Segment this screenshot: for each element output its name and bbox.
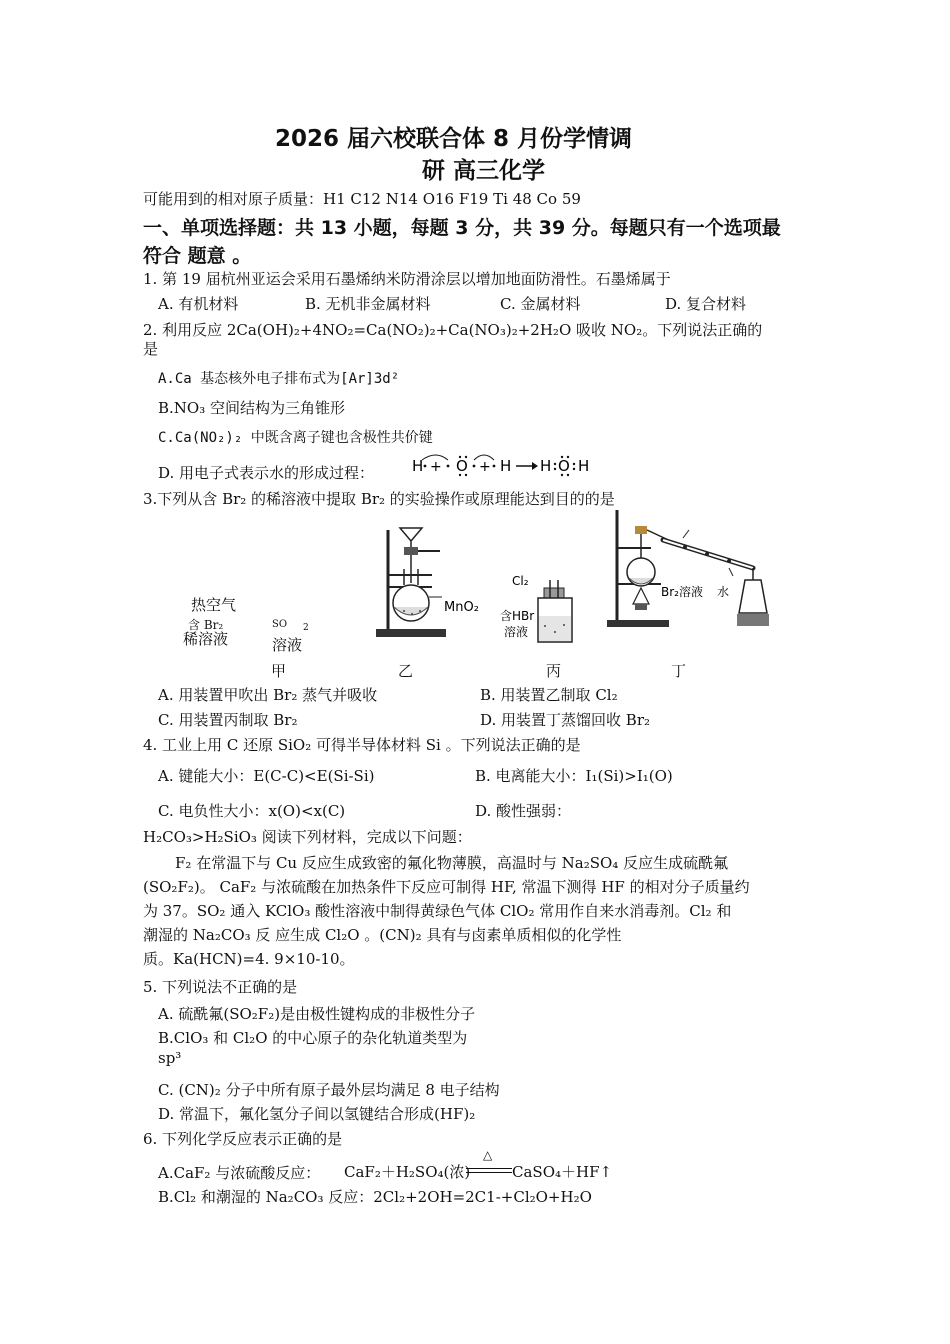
q4-tail: H₂CO₃>H₂SiO₃ 阅读下列材料，完成以下问题： [143,828,472,846]
q3-stem: 3.下列从含 Br₂ 的稀溶液中提取 Br₂ 的实验操作或原理能达到目的的是 [143,490,615,508]
fig-hot-air: 热空气 [191,596,237,614]
fig-so2-small: SO [272,619,288,630]
svg-text:+: + [430,459,442,475]
fig-hbr-line1: 含HBr [500,609,535,623]
q5-option-a: A. 硫酰氟(SO₂F₂)是由极性键构成的非极性分子 [158,1005,476,1023]
fig-br2-sol: Br₂溶液 [661,585,703,599]
apparatus-bing [498,570,593,650]
passage-line1: F₂ 在常温下与 Cu 反应生成致密的氟化物薄膜，高温时与 Na₂SO₄ 反应生成硫酰氟 [175,854,729,872]
q2-stem-line2: 是 [143,340,159,358]
section-heading-line2: 符合 题意 。 [143,245,252,267]
q4-option-a: A. 键能大小：E(C-C)<E(Si-Si) [158,767,375,785]
q2-option-c: C.Ca(NO₂)₂ 中既含离子键也含极性共价键 [158,430,433,446]
q3-option-c: C. 用装置丙制取 Br₂ [158,711,298,729]
q1-option-a: A. 有机材料 [158,295,239,313]
passage-line2: (SO₂F₂)。 CaF₂ 与浓硫酸在加热条件下反应可制得 HF, 常温下测得 HF 的相对分子质量约 [143,878,750,896]
fig-cl2: Cl₂ [512,574,529,588]
apparatus-yi [370,525,495,650]
q6-eq-line-top [466,1168,512,1170]
fig-water: 水 [717,585,730,599]
fig-mno2: MnO₂ [444,600,479,615]
q3-option-b: B. 用装置乙制取 Cl₂ [480,686,618,704]
svg-text:+: + [479,459,491,475]
passage-line4: 潮湿的 Na₂CO₃ 反 应生成 Cl₂O 。(CN)₂ 具有与卤素单质相似的化学性 [143,926,622,944]
electron-dot-formula [408,450,608,482]
label-jia: 甲 [271,662,287,680]
fig-dilute: 稀溶液 [183,630,229,648]
formula-h1: H [412,457,424,475]
atomic-masses: 可能用到的相对原子质量：H1 C12 N14 O16 F19 Ti 48 Co 59 [143,190,581,208]
product-o: O [558,457,570,475]
q4-option-b: B. 电离能大小：I₁(Si)>I₁(O) [475,767,673,785]
q3-option-a: A. 用装置甲吹出 Br₂ 蒸气并吸收 [158,686,378,704]
q5-option-d: D. 常温下，氟化氢分子间以氢键结合形成(HF)₂ [158,1105,476,1123]
passage-line3: 为 37。SO₂ 通入 KClO₃ 酸性溶液中制得黄绿色气体 ClO₂ 常用作自来水消毒剂。Cl₂ 和 [143,902,732,920]
page-title-line2: 研 高三化学 [422,158,546,184]
product-h2: H [578,457,590,475]
q5-option-c: C. (CN)₂ 分子中所有原子最外层均满足 8 电子结构 [158,1081,500,1099]
fig-br2-small: 含 Br₂ [188,618,224,632]
q1-option-c: C. 金属材料 [500,295,581,313]
q2-option-a: A.Ca 基态核外电子排布式为[Ar]3d² [158,371,400,387]
product-h1: H [540,457,552,475]
q6-option-b: B.Cl₂ 和潮湿的 Na₂CO₃ 反应：2Cl₂+2OH=2C1-+Cl₂O+H₂O [158,1188,592,1206]
q4-stem: 4. 工业上用 C 还原 SiO₂ 可得半导体材料 Si 。下列说法正确的是 [143,736,581,754]
q6-heat-symbol: △ [483,1148,493,1162]
q3-option-d: D. 用装置丁蒸馏回收 Br₂ [480,711,651,729]
page-title-line1: 2026 届六校联合体 8 月份学情调 [275,126,633,152]
section-heading-line1: 一、单项选择题：共 13 小题，每题 3 分，共 39 分。每题只有一个选项最 [143,217,781,239]
q1-stem: 1. 第 19 届杭州亚运会采用石墨烯纳米防滑涂层以增加地面防滑性。石墨烯属于 [143,270,671,288]
label-ding: 丁 [671,662,687,680]
fig-so2-sub: 2 [303,623,309,633]
label-bing: 丙 [546,662,562,680]
passage-line5: 质。Ka(HCN)=4. 9×10-10。 [143,950,355,968]
q6-eq-line-bottom [466,1172,512,1174]
q4-option-c: C. 电负性大小：x(O)<x(C) [158,802,346,820]
q1-option-d: D. 复合材料 [665,295,747,313]
q6-option-a-label: A.CaF₂ 与浓硫酸反应： [158,1164,321,1182]
formula-o: O [456,457,468,475]
q6-stem: 6. 下列化学反应表示正确的是 [143,1130,343,1148]
q5-stem: 5. 下列说法不正确的是 [143,978,298,996]
q1-option-b: B. 无机非金属材料 [305,295,431,313]
q5-option-b-line2: sp³ [158,1049,182,1067]
q2-option-b: B.NO₃ 空间结构为三角锥形 [158,399,345,417]
q2-option-d: D. 用电子式表示水的形成过程： [158,464,375,482]
q6-option-a-right: CaSO₄＋HF↑ [512,1163,613,1181]
q4-option-d: D. 酸性强弱： [475,802,572,820]
q6-option-a-left: CaF₂＋H₂SO₄(浓) [344,1163,471,1181]
q5-option-b-line1: B.ClO₃ 和 Cl₂O 的中心原子的杂化轨道类型为 [158,1029,468,1047]
label-yi: 乙 [398,662,414,680]
apparatus-ding [603,508,783,633]
formula-h2: H [500,457,512,475]
fig-solution: 溶液 [272,636,303,654]
fig-hbr-line2: 溶液 [504,625,529,639]
q2-stem-line1: 2. 利用反应 2Ca(OH)₂+4NO₂=Ca(NO₂)₂+Ca(NO₃)₂+2H₂O 吸收 NO₂。下列说法正确的 [143,321,763,339]
